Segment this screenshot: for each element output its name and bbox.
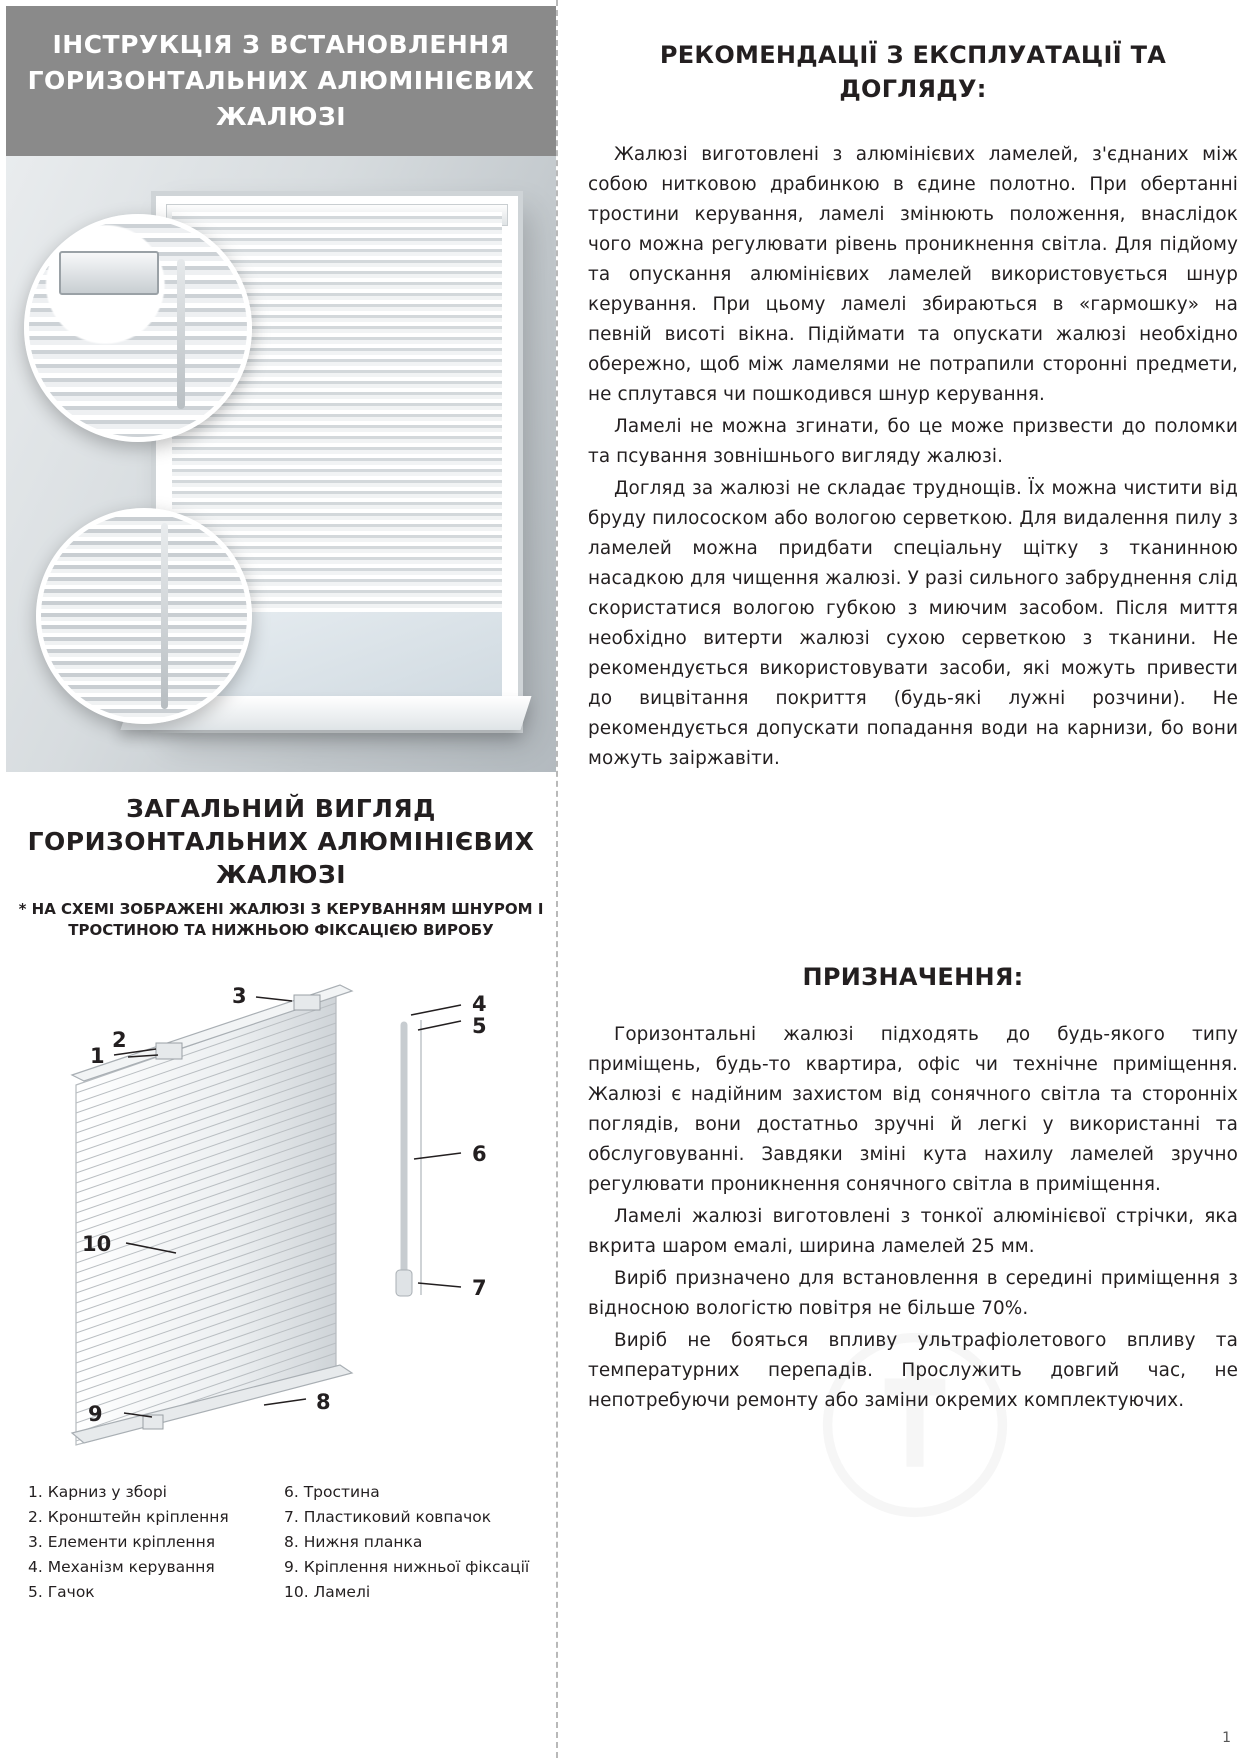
left-column (0, 0, 556, 1758)
legend-item: 2. Кронштейн кріплення (28, 1508, 229, 1526)
legend-item: 1. Карниз у зборі (28, 1483, 167, 1501)
detail-zoom-slats (36, 508, 252, 724)
recommendations-heading-block (588, 38, 1238, 106)
paragraph: Жалюзі виготовлені з алюмінієвих ламелей, з'єднаних між собою нитковою драбинкою в єдине полотно. При обертанні тростини керування, ламелі змінюють положення, внаслідок чого можна регулювати рівень проникнення світла. Для підйому та опускання алюмінієвих ламелей використовується шнур керування. При цьому ламелі збираються в «гармошку» на певній висоті вікна. Підіймати та опускати жалюзі необхідно обережно, щоб між ламелями не потрапили сторонні предмети, не сплутався чи пошкодився шнур керування. (588, 144, 1238, 405)
general-view-heading-block (6, 792, 556, 941)
recommendations-title: РЕКОМЕНДАЦІЇ З ЕКСПЛУАТАЦІЇ ТА ДОГЛЯДУ: (659, 41, 1167, 103)
blinds-diagram (6, 975, 556, 1465)
legend-item: 5. Гачок (28, 1583, 95, 1601)
detail-zoom-bracket (24, 214, 252, 442)
legend-item: 8. Нижня планка (284, 1533, 423, 1551)
control-rod-detail-2 (161, 523, 168, 709)
general-view-note: * НА СХЕМІ ЗОБРАЖЕНІ ЖАЛЮЗІ З КЕРУВАННЯМ ШНУРОМ І ТРОСТИНОЮ ТА НИЖНЬОЮ ФІКСАЦІЄЮ ВИРОБУ (18, 900, 544, 939)
legend-item: 7. Пластиковий ковпачок (284, 1508, 492, 1526)
callout-9: 9 (88, 1402, 103, 1426)
paragraph: Горизонтальні жалюзі підходять до будь-якого типу приміщень, будь-то квартира, офіс чи технічне приміщення. Жалюзі є надійним захистом від сонячного світла та сторонніх поглядів, вони достатньо зручні й легкі у використанні та обслуговуванні. Завдяки зміні кута нахилу ламелей зручно регулювати проникнення сонячного світла в приміщення. (588, 1024, 1238, 1195)
paragraph: Ламелі не можна згинати, бо це може призвести до поломки та псування зовнішнього вигляду жалюзі. (588, 416, 1238, 467)
legend-item: 10. Ламелі (284, 1583, 371, 1601)
control-rod-detail (177, 259, 185, 409)
installation-photo (6, 156, 556, 772)
callout-4: 4 (472, 992, 487, 1016)
legend-item: 9. Кріплення нижньої фіксації (284, 1558, 530, 1576)
purpose-heading-block (588, 960, 1238, 994)
page-number: 1 (1222, 1730, 1231, 1746)
recommendations-body (588, 140, 1238, 776)
general-view-title: ЗАГАЛЬНИЙ ВИГЛЯД ГОРИЗОНТАЛЬНИХ АЛЮМІНІЄВИХ ЖАЛЮЗІ (27, 794, 535, 889)
callout-10: 10 (82, 1232, 112, 1256)
legend-item: 6. Тростина (284, 1483, 380, 1501)
legend-item: 4. Механізм керування (28, 1558, 215, 1576)
callout-5: 5 (472, 1014, 487, 1038)
purpose-body (588, 1020, 1238, 1418)
instruction-header-band (6, 6, 556, 156)
callout-8: 8 (316, 1390, 331, 1414)
bracket-detail (59, 251, 159, 295)
callout-6: 6 (472, 1142, 487, 1166)
callout-7: 7 (472, 1276, 487, 1300)
paragraph: Виріб призначено для встановлення в середині приміщення з відносною вологістю повітря не більше 70%. (588, 1268, 1238, 1319)
callout-1: 1 (90, 1044, 105, 1068)
page-title: ІНСТРУКЦІЯ З ВСТАНОВЛЕННЯ ГОРИЗОНТАЛЬНИХ АЛЮМІНІЄВИХ ЖАЛЮЗІ (27, 30, 535, 131)
diagram-legend (28, 1482, 548, 1603)
callout-3: 3 (232, 984, 247, 1008)
callout-2: 2 (112, 1028, 127, 1052)
paragraph: Виріб не боятьcя впливу ультрафіолетового впливу та температурних перепадів. Прослужить довгий час, не непотребуючи ремонту або заміни окремих комплектуючих. (588, 1330, 1238, 1411)
purpose-title: ПРИЗНАЧЕННЯ: (802, 963, 1024, 991)
legend-item: 3. Елементи кріплення (28, 1533, 216, 1551)
right-column (578, 0, 1245, 1758)
paragraph: Ламелі жалюзі виготовлені з тонкої алюмінієвої стрічки, яка вкрита шаром емалі, ширина ламелей 25 мм. (588, 1206, 1238, 1257)
paragraph: Догляд за жалюзі не складає труднощів. Їх можна чистити від бруду пилососком або вологою серветкою. Для видалення пилу з ламелей можна придбати спеціальну щітку з тканинною насадкою для чищення жалюзі. У разі сильного забруднення слід скористатися вологою губкою з миючим засобом. Після миття необхідно витерти жалюзі сухою серветкою з тканини. Не рекомендується використовувати засоби, які можуть привести до вицвітання покриття (будь-які лужні розчини). Не рекомендується допускати попадання води на карнизи, бо вони можуть заіржавіти. (588, 478, 1238, 769)
